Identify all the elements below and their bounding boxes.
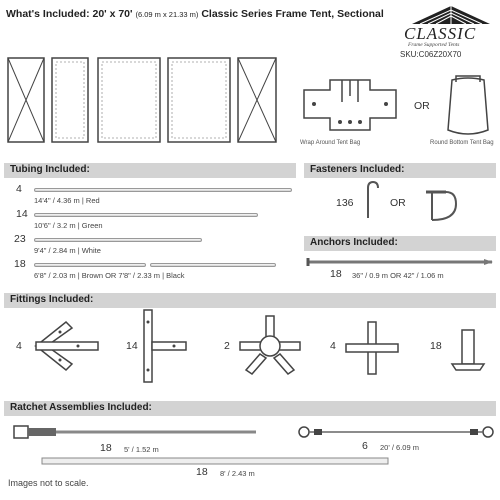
sku-label: SKU:C06Z20X70 — [400, 50, 462, 59]
fitting-qty: 4 — [16, 340, 22, 352]
fitting-qty: 14 — [126, 340, 138, 352]
lynch-pin-icon — [420, 180, 460, 222]
cable-label: 20' / 6.09 m — [380, 443, 419, 452]
title-rest: Classic Series Frame Tent, Sectional — [201, 8, 384, 20]
fitting-qty: 4 — [330, 340, 336, 352]
cable-assembly-icon — [296, 422, 496, 442]
tube-red — [34, 188, 292, 192]
tent-logo-icon — [410, 4, 492, 26]
fasteners-qty: 136 — [336, 197, 354, 209]
wrap-around-bag-label: Wrap Around Tent Bag — [300, 140, 361, 146]
footer-note: Images not to scale. — [8, 478, 89, 488]
page-title — [6, 8, 384, 20]
tent-panels-illustration — [4, 52, 284, 148]
title-metric: (6.09 m x 21.33 m) — [135, 10, 199, 19]
fitting-qty: 18 — [430, 340, 442, 352]
fittings-heading: Fittings Included: — [10, 294, 94, 305]
anchors-qty: 18 — [330, 268, 342, 280]
anchors-section-header — [304, 236, 496, 251]
round-bottom-bag-icon — [444, 74, 492, 140]
hub-fitting-icon — [236, 314, 304, 380]
v-fitting-icon — [30, 318, 100, 374]
tubing-qty: 14 — [16, 208, 28, 220]
ratchet-strap-label: 5' / 1.52 m — [124, 445, 159, 454]
tubing-section-header — [4, 163, 296, 178]
fasteners-heading: Fasteners Included: — [310, 164, 405, 175]
tent-stake-icon — [362, 180, 382, 220]
tubing-label: 9'4" / 2.84 m | White — [34, 246, 101, 255]
tubing-heading: Tubing Included: — [10, 164, 90, 175]
wrap-around-bag-icon — [300, 76, 400, 136]
fasteners-or-label: OR — [390, 197, 406, 209]
tube-green — [34, 213, 258, 217]
ratchets-heading: Ratchet Assemblies Included: — [10, 402, 152, 413]
tubing-qty: 18 — [14, 258, 26, 270]
cable-qty: 6 — [362, 440, 368, 452]
fittings-section-header — [4, 293, 496, 308]
ratchet-strap-icon — [10, 422, 260, 442]
tubing-label: 14'4" / 4.36 m | Red — [34, 196, 100, 205]
long-strap-qty: 18 — [196, 466, 208, 478]
anchors-heading: Anchors Included: — [310, 237, 398, 248]
fitting-qty: 2 — [224, 340, 230, 352]
bag-or-label: OR — [414, 100, 430, 112]
anchor-stake-icon — [304, 256, 494, 268]
tubing-label: 6'8" / 2.03 m | Brown OR 7'8" / 2.33 m | Black — [34, 271, 185, 280]
tubing-label: 10'6" / 3.2 m | Green — [34, 221, 103, 230]
tubing-qty: 23 — [14, 233, 26, 245]
long-strap-icon — [40, 456, 390, 466]
ratchet-strap-qty: 18 — [100, 442, 112, 454]
tube-brown — [34, 263, 146, 267]
tubing-qty: 4 — [16, 183, 22, 195]
brand-tagline: Frame Supported Tents — [408, 42, 460, 48]
fasteners-section-header — [304, 163, 496, 178]
t-fitting-icon — [140, 308, 190, 384]
tube-white — [34, 238, 202, 242]
round-bottom-bag-label: Round Bottom Tent Bag — [430, 140, 494, 146]
tube-black — [150, 263, 276, 267]
ratchets-section-header — [4, 401, 496, 416]
anchors-label: 36" / 0.9 m OR 42" / 1.06 m — [352, 271, 444, 280]
brand-logo: CLASSIC — [404, 24, 477, 43]
cross-fitting-icon — [344, 320, 400, 376]
foot-plate-icon — [450, 326, 486, 372]
title-main: What's Included: 20' x 70' — [6, 8, 133, 20]
long-strap-label: 8' / 2.43 m — [220, 469, 255, 478]
